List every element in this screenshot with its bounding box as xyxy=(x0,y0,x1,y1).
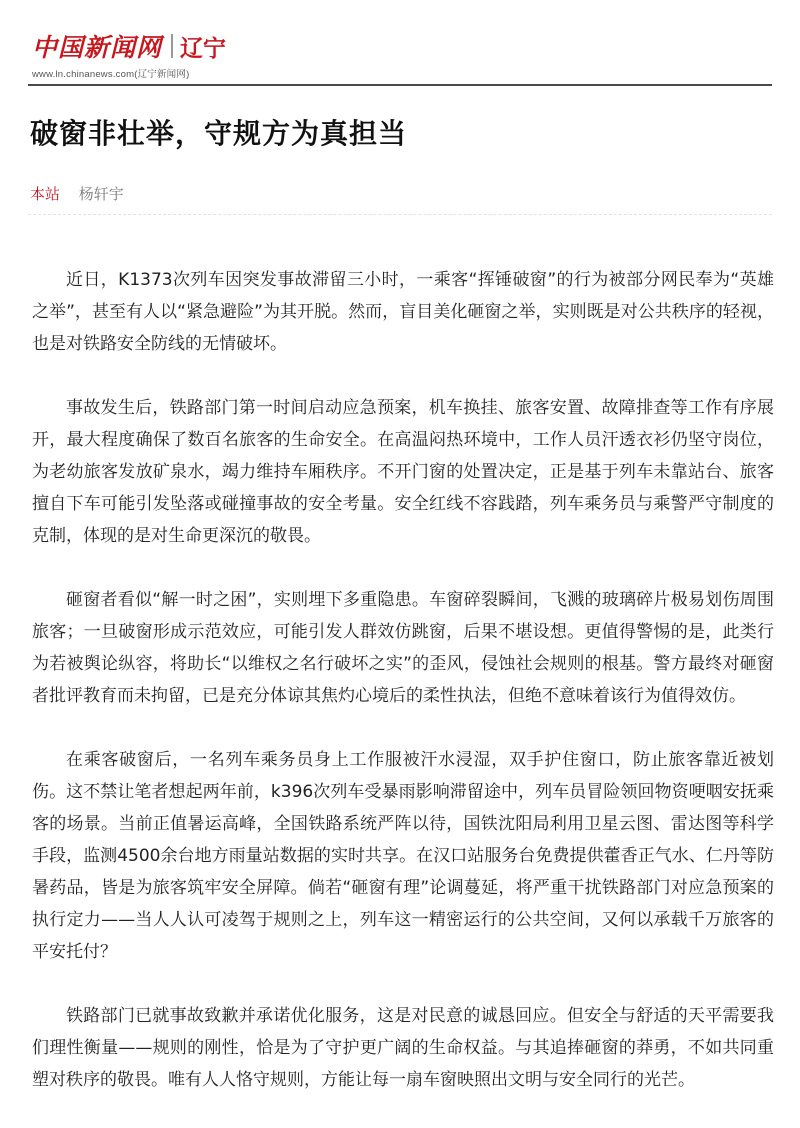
logo-divider xyxy=(171,34,173,58)
article-paragraph: 近日，K1373次列车因突发事故滞留三小时，一乘客“挥锤破窗”的行为被部分网民奉为“英雄之举”，甚至有人以“紧急避险”为其开脱。然而，盲目美化砸窗之举，实则既是对公共秩序的轻视，也是对铁路安全防线的无情破坏。 xyxy=(32,270,774,354)
article-title: 破窗非壮举，守规方为真担当 xyxy=(30,117,408,150)
article-paragraph: 在乘客破窗后，一名列车乘务员身上工作服被汗水浸湿，双手护住窗口，防止旅客靠近被划伤。这不禁让笔者想起两年前，k396次列车受暴雨影响滞留途中，列车员冒险领回物资哽咽安抚乘客的场景。当前正值暑运高峰，全国铁路系统严阵以待，国铁沈阳局利用卫星云图、雷达图等科学手段，监测4500余台地方雨量站数据的实时共享。在汉口站服务台免费提供藿香正气水、仁丹等防暑药品，皆是为旅客筑牢安全屏障。倘若“砸窗有理”论调蔓延，将严重干扰铁路部门对应急预案的执行定力——当人人认可凌驾于规则之上，列车这一精密运行的公共空间，又何以承载千万旅客的平安托付？ xyxy=(32,750,774,962)
article-paragraph: 事故发生后，铁路部门第一时间启动应急预案，机车换挂、旅客安置、故障排查等工作有序展开，最大程度确保了数百名旅客的生命安全。在高温闷热环境中，工作人员汗透衣衫仍坚守岗位，为老幼旅客发放矿泉水，竭力维持车厢秩序。不开门窗的处置决定，正是基于列车未靠站台、旅客擅自下车可能引发坠落或碰撞事故的安全考量。安全红线不容践踏，列车乘务员与乘警严守制度的克制，体现的是对生命更深沉的敬畏。 xyxy=(32,398,774,546)
logo-region: 辽宁 xyxy=(180,35,227,62)
article-source[interactable]: 本站 xyxy=(30,185,61,203)
logo-line xyxy=(32,28,226,64)
site-logo[interactable] xyxy=(32,28,226,80)
logo-text: 中国新闻网 xyxy=(32,33,163,62)
article-body xyxy=(32,264,774,1128)
site-url: www.ln.chinanews.com(辽宁新闻网) xyxy=(32,69,190,80)
byline xyxy=(30,183,124,204)
article-paragraph: 铁路部门已就事故致歉并承诺优化服务，这是对民意的诚恳回应。但安全与舒适的天平需要我们理性衡量——规则的刚性，恰是为了守护更广阔的生命权益。与其追捧砸窗的莽勇，不如共同重塑对秩序的敬畏。唯有人人恪守规则，方能让每一扇车窗映照出文明与安全同行的光芒。 xyxy=(32,1006,774,1090)
article-author: 杨轩宇 xyxy=(78,185,124,203)
byline-divider xyxy=(28,214,772,215)
header-divider xyxy=(28,84,772,86)
article-paragraph: 砸窗者看似“解一时之困”，实则埋下多重隐患。车窗碎裂瞬间，飞溅的玻璃碎片极易划伤周围旅客；一旦破窗形成示范效应，可能引发人群效仿跳窗，后果不堪设想。更值得警惕的是，此类行为若被舆论纵容，将助长“以维权之名行破坏之实”的歪风，侵蚀社会规则的根基。警方最终对砸窗者批评教育而未拘留，已是充分体谅其焦灼心境后的柔性执法，但绝不意味着该行为值得效仿。 xyxy=(32,590,774,706)
